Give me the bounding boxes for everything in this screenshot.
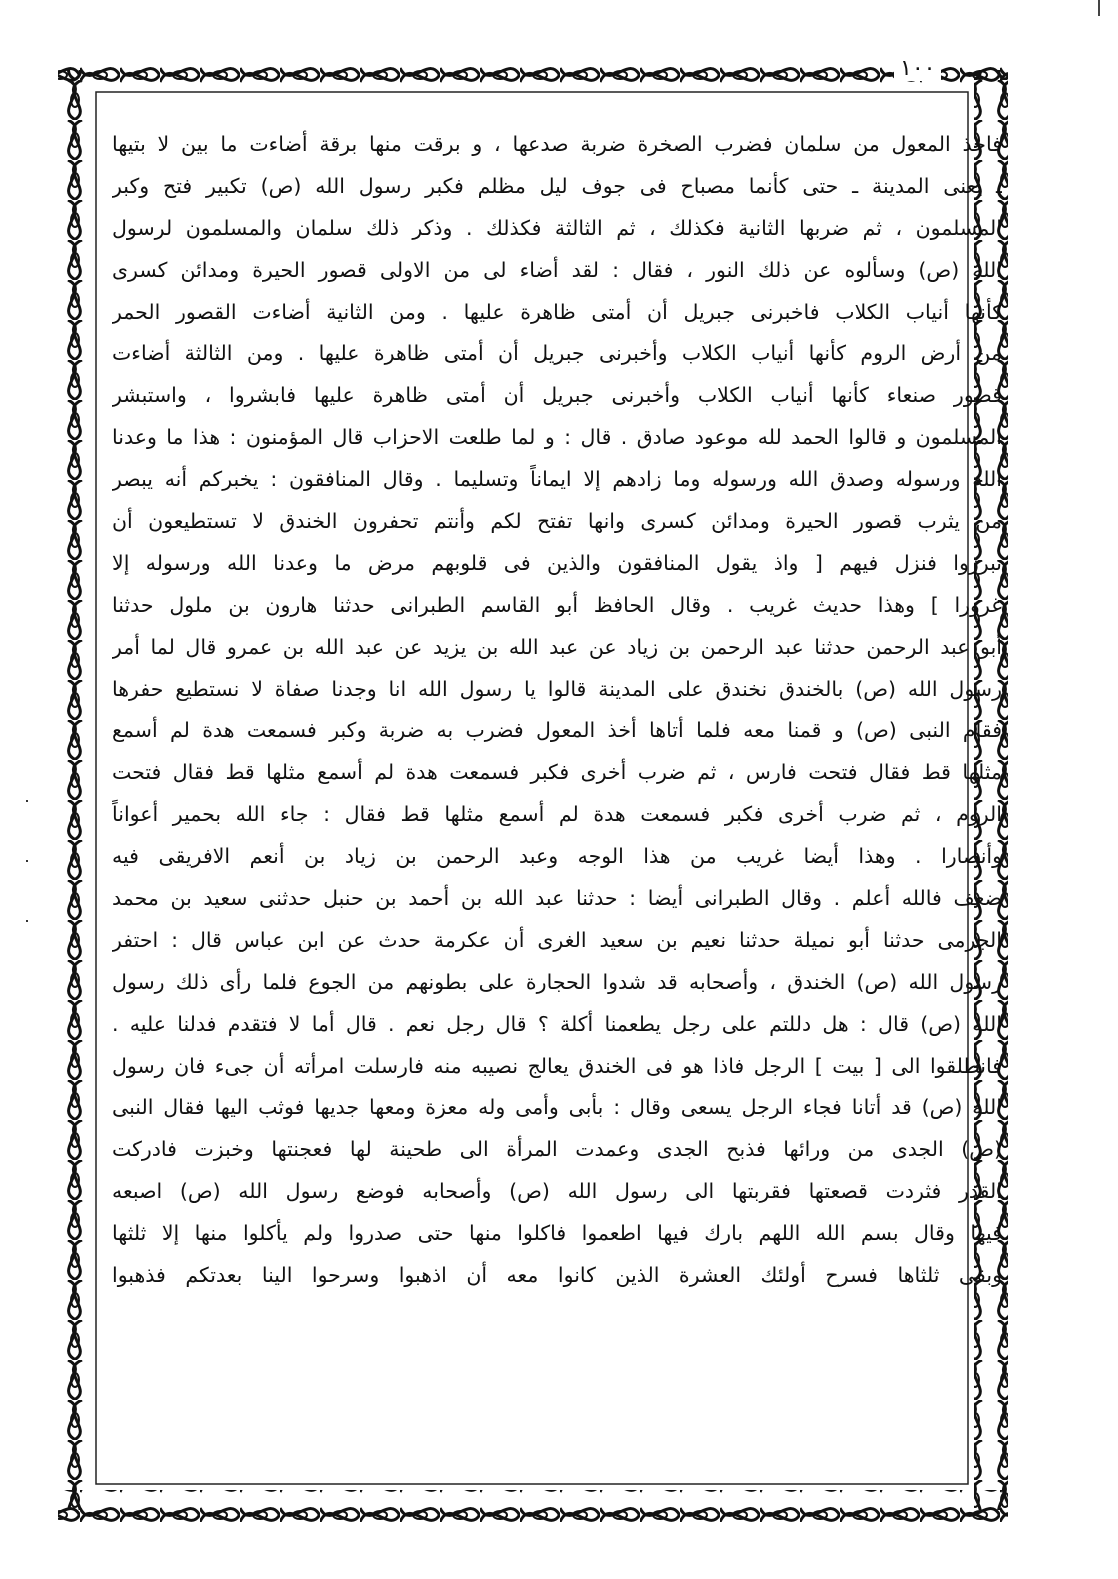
corner-mark (1098, 0, 1100, 16)
text-line: الله (ص) وسألوه عن ذلك النور ، فقال : لقد أضاء لى من الاولى قصور الحيرة ومدائن كسرى (112, 257, 1002, 282)
text-line: وبقى ثلثاها فسرح أولئك العشرة الذين كانوا معه أن اذهبوا وسرحوا الينا بعدتكم فذهبوا (112, 1263, 1002, 1288)
text-line: كأنها أنياب الكلاب فاخبرنى جبريل أن أمتى ظاهرة عليها . ومن الثانية أضاءت القصور الحمر (112, 299, 1002, 324)
text-line: رسول الله (ص) الخندق ، وأصحابه قد شدوا الحجارة على بطونهم من الجوع فلما رأى ذلك رسول (112, 969, 1002, 994)
text-line: وأنصارا . وهذا أيضا غريب من هذا الوجه وعبد الرحمن بن زياد بن أنعم الافريقى فيه (112, 844, 1002, 869)
text-line: فانطلقوا الى [ بيت ] الرجل فاذا هو فى الخندق يعالج نصيبه منه فارسلت امرأته أن جىء فان رسول (112, 1053, 1002, 1078)
body-text (112, 124, 1002, 1464)
text-line: رسول الله (ص) بالخندق نخندق على المدينة قالوا يا رسول الله انا وجدنا صفاة لا نستطيع حفرها (112, 676, 1002, 701)
text-line: ضعف فالله أعلم . وقال الطبرانى أيضا : حدثنا عبد الله بن أحمد بن حنبل حدثنى سعيد بن محمد (112, 886, 1002, 911)
text-line: مثلها قط فقال فتحت فارس ، ثم ضرب أخرى فكبر فسمعت هدة لم أسمع مثلها قط فقال فتحت (112, 760, 1002, 785)
text-line: ـ يعنى المدينة ـ حتى كأنما مصباح فى جوف ليل مظلم فكبر رسول الله (ص) تكبير فتح وكبر (112, 173, 1002, 198)
margin-dot (26, 920, 28, 922)
text-line: الجرمى حدثنا أبو نميلة حدثنا نعيم بن سعيد الغرى أن عكرمة حدث عن ابن عباس قال : احتفر (112, 927, 1002, 952)
text-line: الروم ، ثم ضرب أخرى فكبر فسمعت هدة لم أسمع مثلها قط فقال : جاء الله بحمير أعواناً (112, 802, 1002, 827)
margin-dot (26, 800, 28, 802)
text-line: (ص) الجدى من ورائها فذبح الجدى وعمدت المرأة الى طحينة لها فعجنتها وخبزت فادركت (112, 1137, 1002, 1162)
text-line: قصور صنعاء كأنها أنياب الكلاب وأخبرنى جبريل أن أمتى ظاهرة عليها فابشروا ، واستبشر (112, 383, 1002, 408)
text-line: تبرزوا فنزل فيهم [ واذ يقول المنافقون والذين فى قلوبهم مرض ما وعدنا الله ورسوله إلا (112, 550, 1002, 575)
text-line: من أرض الروم كأنها أنياب الكلاب وأخبرنى جبريل أن أمتى ظاهرة عليها . ومن الثالثة أضاءت (112, 341, 1002, 366)
text-line: المسلمون و قالوا الحمد لله موعود صادق . قال : و لما طلعت الاحزاب قال المؤمنون : هذا ما وعدنا (112, 425, 1002, 450)
text-line: فقام النبى (ص) و قمنا معه فلما أتاها أخذ المعول فضرب به ضربة وكبر فسمعت هدة لم أسمع (112, 718, 1002, 743)
text-line: أبو عبد الرحمن حدثنا عبد الرحمن بن زياد عن عبد الله بن يزيد عن عبد الله بن عمرو قال لما أمر (112, 634, 1002, 659)
text-line: فاخذ المعول من سلمان فضرب الصخرة ضربة صدعها ، و برقت منها برقة أضاءت ما بين لا بتيها (112, 132, 1002, 156)
text-line: فيها وقال بسم الله اللهم بارك فيها اطعموا فاكلوا منها حتى صدروا ولم يأكلوا منها إلا ثلثها (112, 1221, 1002, 1246)
page-number: ١٠٠ (894, 56, 941, 81)
text-line: الله (ص) قد أتانا فجاء الرجل يسعى وقال : بأبى وأمى وله معزة ومعها جديها فوثب اليها فقال النبى (112, 1095, 1002, 1120)
text-line: الله ورسوله وصدق الله ورسوله وما زادهم إلا ايماناً وتسليما . وقال المنافقون : يخبركم أنه يبصر (112, 467, 1002, 492)
text-line: غرورا ] وهذا حديث غريب . وقال الحافظ أبو القاسم الطبرانى حدثنا هارون بن ملول حدثنا (112, 592, 1002, 617)
text-line: من يثرب قصور الحيرة ومدائن كسرى وانها تفتح لكم وأنتم تحفرون الخندق لا تستطيعون أن (112, 509, 1002, 534)
text-line: القدر فثردت قصعتها فقربتها الى رسول الله (ص) وأصحابه فوضع رسول الله (ص) اصبعه (112, 1179, 1002, 1204)
text-line: المسلمون ، ثم ضربها الثانية فكذلك ، ثم الثالثة فكذلك . وذكر ذلك سلمان والمسلمون لرسول (112, 215, 1002, 240)
margin-dot (26, 860, 28, 862)
text-line: الله (ص) قال : هل دللتم على رجل يطعمنا أكلة ؟ قال رجل نعم . قال أما لا فتقدم فدلنا عليه . (112, 1011, 1002, 1036)
